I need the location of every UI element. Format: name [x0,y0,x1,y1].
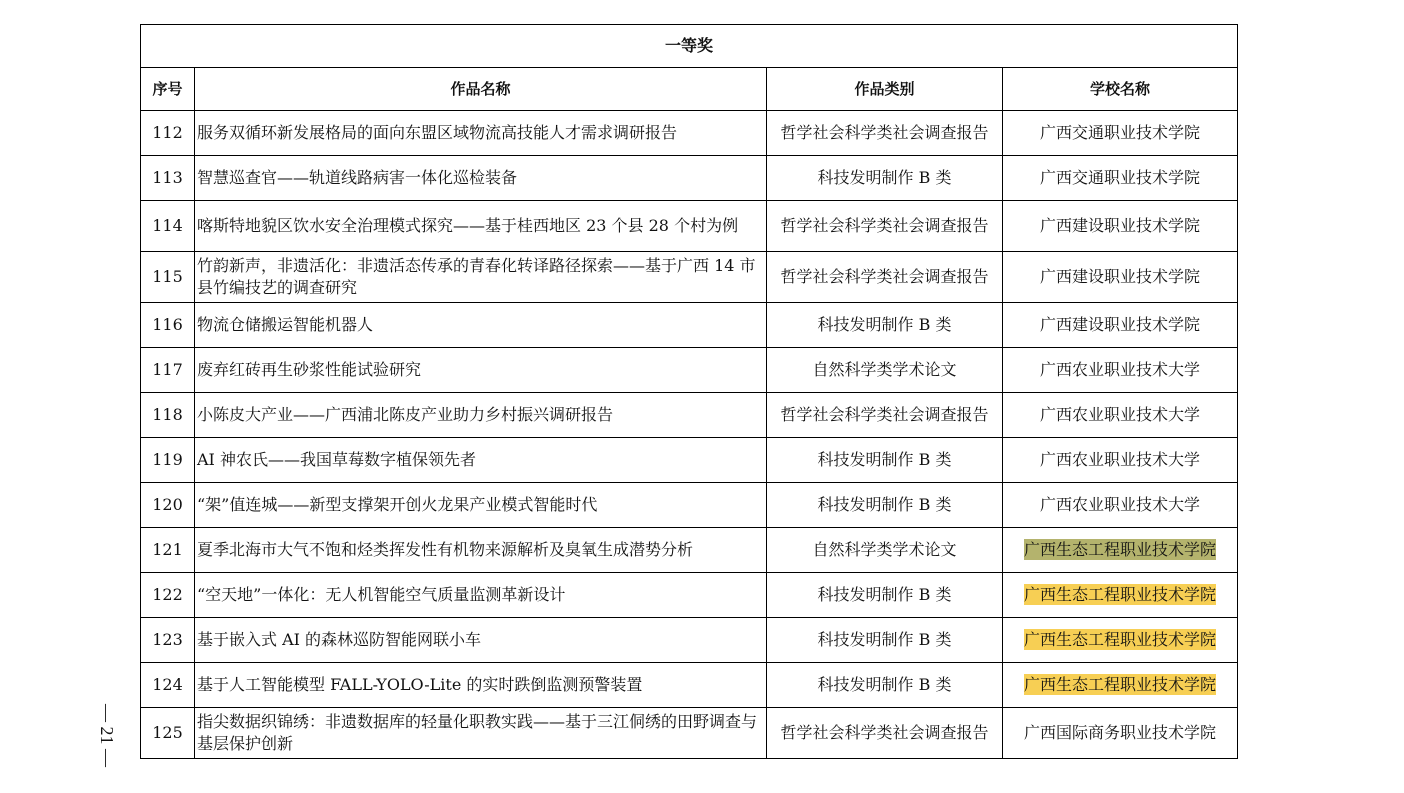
row-number: 124 [141,663,195,708]
row-title: 基于嵌入式 AI 的森林巡防智能网联小车 [195,618,767,663]
row-number: 122 [141,573,195,618]
row-school [1003,348,1238,393]
row-category: 科技发明制作 B 类 [767,573,1003,618]
row-school [1003,111,1238,156]
school-name: 广西建设职业技术学院 [1040,315,1201,334]
table-row [141,483,1238,528]
row-school[interactable] [1003,618,1238,663]
school-name: 广西农业职业技术大学 [1040,495,1201,514]
table-row [141,528,1238,573]
row-category: 哲学社会科学类社会调查报告 [767,201,1003,252]
table-row [141,573,1238,618]
table-row [141,393,1238,438]
row-title: 智慧巡查官——轨道线路病害一体化巡检装备 [195,156,767,201]
row-category: 科技发明制作 B 类 [767,663,1003,708]
table-row [141,201,1238,252]
table-row [141,618,1238,663]
row-category: 科技发明制作 B 类 [767,438,1003,483]
row-category: 哲学社会科学类社会调查报告 [767,708,1003,759]
header-school: 学校名称 [1003,68,1238,111]
header-number: 序号 [141,68,195,111]
row-school [1003,201,1238,252]
row-school[interactable] [1003,528,1238,573]
row-title: 废弃红砖再生砂浆性能试验研究 [195,348,767,393]
table-row [141,348,1238,393]
row-number: 112 [141,111,195,156]
row-school [1003,303,1238,348]
row-school [1003,252,1238,303]
row-category: 自然科学类学术论文 [767,528,1003,573]
row-school [1003,483,1238,528]
row-number: 119 [141,438,195,483]
row-number: 113 [141,156,195,201]
table-caption: 一等奖 [141,25,1238,68]
school-name: 广西建设职业技术学院 [1040,267,1201,286]
school-name: 广西国际商务职业技术学院 [1024,723,1217,742]
row-title: 小陈皮大产业——广西浦北陈皮产业助力乡村振兴调研报告 [195,393,767,438]
row-title: “架”值连城——新型支撑架开创火龙果产业模式智能时代 [195,483,767,528]
row-number: 121 [141,528,195,573]
table-row [141,708,1238,759]
row-number: 115 [141,252,195,303]
row-category: 科技发明制作 B 类 [767,618,1003,663]
row-category: 哲学社会科学类社会调查报告 [767,393,1003,438]
row-school [1003,156,1238,201]
school-name: 广西农业职业技术大学 [1040,405,1201,424]
row-number: 120 [141,483,195,528]
row-title: 物流仓储搬运智能机器人 [195,303,767,348]
row-category: 科技发明制作 B 类 [767,303,1003,348]
school-name-highlight[interactable]: 广西生态工程职业技术学院 [1024,630,1217,649]
row-school[interactable] [1003,663,1238,708]
table-row [141,303,1238,348]
row-title: 喀斯特地貌区饮水安全治理模式探究——基于桂西地区 23 个县 28 个村为例 [195,201,767,252]
table-row [141,156,1238,201]
table-row [141,438,1238,483]
header-category: 作品类别 [767,68,1003,111]
row-title: 基于人工智能模型 FALL-YOLO-Lite 的实时跌倒监测预警装置 [195,663,767,708]
school-name-highlight[interactable]: 广西生态工程职业技术学院 [1024,585,1217,604]
row-number: 118 [141,393,195,438]
row-school [1003,708,1238,759]
row-category: 科技发明制作 B 类 [767,483,1003,528]
row-number: 116 [141,303,195,348]
school-name: 广西交通职业技术学院 [1040,168,1201,187]
row-title: 服务双循环新发展格局的面向东盟区域物流高技能人才需求调研报告 [195,111,767,156]
row-title: 竹韵新声，非遗活化：非遗活态传承的青春化转译路径探索——基于广西 14 市县竹编技艺的调查研究 [195,252,767,303]
row-number: 114 [141,201,195,252]
row-title: AI 神农氏——我国草莓数字植保领先者 [195,438,767,483]
header-title: 作品名称 [195,68,767,111]
school-name: 广西交通职业技术学院 [1040,123,1201,142]
page-number: — 21 — [96,703,117,767]
award-table [140,24,1238,759]
row-school[interactable] [1003,573,1238,618]
row-school [1003,393,1238,438]
school-name: 广西农业职业技术大学 [1040,450,1201,469]
row-title: 夏季北海市大气不饱和烃类挥发性有机物来源解析及臭氧生成潜势分析 [195,528,767,573]
row-category: 哲学社会科学类社会调查报告 [767,111,1003,156]
school-name-highlight-selected[interactable]: 广西生态工程职业技术学院 [1024,540,1217,559]
school-name-highlight[interactable]: 广西生态工程职业技术学院 [1024,675,1217,694]
row-category: 自然科学类学术论文 [767,348,1003,393]
row-category: 科技发明制作 B 类 [767,156,1003,201]
table-row [141,111,1238,156]
row-school [1003,438,1238,483]
row-number: 117 [141,348,195,393]
table-row [141,663,1238,708]
school-name: 广西建设职业技术学院 [1040,216,1201,235]
row-title: 指尖数据织锦绣：非遗数据库的轻量化职教实践——基于三江侗绣的田野调查与基层保护创新 [195,708,767,759]
row-category: 哲学社会科学类社会调查报告 [767,252,1003,303]
row-number: 123 [141,618,195,663]
school-name: 广西农业职业技术大学 [1040,360,1201,379]
row-number: 125 [141,708,195,759]
table-row [141,252,1238,303]
row-title: “空天地”一体化：无人机智能空气质量监测革新设计 [195,573,767,618]
